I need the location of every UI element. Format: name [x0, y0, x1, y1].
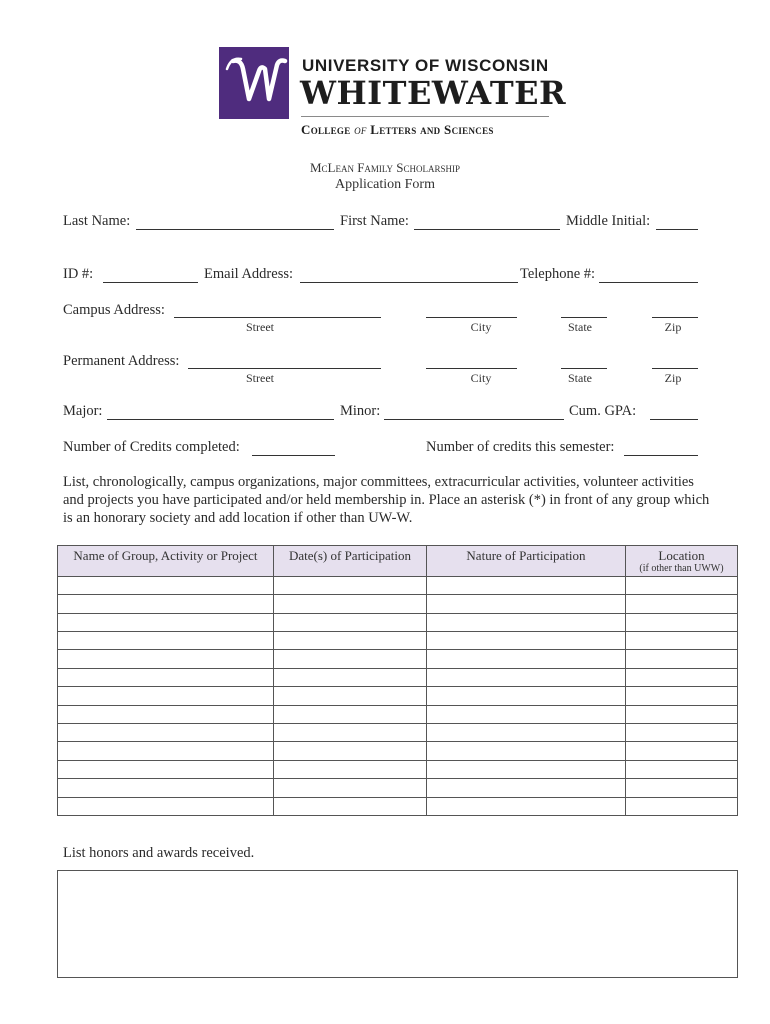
gpa-label: Cum. GPA: — [569, 403, 637, 419]
permanent-state-caption: State — [568, 371, 592, 385]
table-row[interactable] — [58, 741, 737, 742]
major-label: Major: — [63, 403, 103, 419]
permanent-zip-field[interactable] — [652, 368, 698, 369]
major-field[interactable] — [107, 419, 334, 420]
table-row[interactable] — [58, 576, 737, 577]
scholarship-title: McLean Family Scholarship — [309, 160, 461, 175]
table-row[interactable] — [58, 686, 737, 687]
id-field[interactable] — [103, 282, 198, 283]
campus-street-caption: Street — [246, 320, 274, 334]
campus-city-caption: City — [470, 320, 492, 334]
telephone-label: Telephone #: — [520, 266, 596, 282]
middle-initial-label: Middle Initial: — [566, 213, 651, 229]
campus-state-field[interactable] — [561, 317, 607, 318]
permanent-city-caption: City — [470, 371, 492, 385]
credits-semester-field[interactable] — [624, 455, 698, 456]
column-divider — [273, 546, 274, 815]
header-location: Location — [658, 548, 705, 563]
table-row[interactable] — [58, 594, 737, 595]
table-row[interactable] — [58, 797, 737, 798]
college-word: College — [301, 122, 351, 137]
credits-semester-label: Number of credits this semester: — [426, 439, 615, 455]
permanent-street-field[interactable] — [188, 368, 381, 369]
campus-street-field[interactable] — [174, 317, 381, 318]
activities-table — [57, 545, 738, 816]
table-row[interactable] — [58, 760, 737, 761]
email-label: Email Address: — [204, 266, 294, 282]
permanent-street-caption: Street — [246, 371, 274, 385]
logo-divider — [301, 116, 549, 117]
column-divider — [625, 546, 626, 815]
middle-initial-field[interactable] — [656, 229, 698, 230]
minor-label: Minor: — [340, 403, 381, 419]
table-row[interactable] — [58, 631, 737, 632]
table-row[interactable] — [58, 723, 737, 724]
college-of-word: of — [354, 122, 367, 137]
credits-completed-field[interactable] — [252, 455, 335, 456]
header-group-name: Name of Group, Activity or Project — [73, 548, 258, 563]
permanent-state-field[interactable] — [561, 368, 607, 369]
last-name-field[interactable] — [136, 229, 334, 230]
table-row[interactable] — [58, 649, 737, 650]
gpa-field[interactable] — [650, 419, 698, 420]
table-row[interactable] — [58, 778, 737, 779]
university-name: UNIVERSITY OF WISCONSIN — [302, 56, 549, 75]
table-row[interactable] — [58, 705, 737, 706]
permanent-address-label: Permanent Address: — [63, 353, 180, 369]
permanent-zip-caption: Zip — [664, 371, 682, 385]
header-nature: Nature of Participation — [466, 548, 586, 563]
first-name-field[interactable] — [414, 229, 560, 230]
honors-textarea[interactable] — [57, 870, 738, 978]
table-row[interactable] — [58, 668, 737, 669]
permanent-city-field[interactable] — [426, 368, 517, 369]
first-name-label: First Name: — [340, 213, 409, 229]
table-row[interactable] — [58, 613, 737, 614]
form-title: Application Form — [335, 177, 435, 192]
telephone-field[interactable] — [599, 282, 698, 283]
last-name-label: Last Name: — [63, 213, 131, 229]
column-divider — [426, 546, 427, 815]
honors-label: List honors and awards received. — [63, 845, 255, 861]
university-logo-mark — [219, 47, 289, 119]
campus-state-caption: State — [568, 320, 592, 334]
campus-address-label: Campus Address: — [63, 302, 165, 318]
header-dates: Date(s) of Participation — [288, 548, 411, 563]
campus-city-field[interactable] — [426, 317, 517, 318]
campus-zip-field[interactable] — [652, 317, 698, 318]
college-dept: Letters and Sciences — [370, 122, 494, 137]
credits-completed-label: Number of Credits completed: — [63, 439, 240, 455]
email-field[interactable] — [300, 282, 518, 283]
activities-instructions: List, chronologically, campus organizations, major committees, extracurricular activities, volunteer activities and projects you have participated and/or held membership in. Place an asterisk (*) in front of any group which is an honorary society and add location if other than UW-W. — [63, 474, 710, 526]
campus-name: WHITEWATER — [300, 74, 567, 112]
minor-field[interactable] — [384, 419, 564, 420]
id-label: ID #: — [63, 266, 94, 282]
campus-zip-caption: Zip — [664, 320, 682, 334]
college-name — [301, 122, 494, 138]
header-location-note: (if other than UWW) — [639, 563, 724, 574]
w-logo-icon — [219, 47, 289, 119]
